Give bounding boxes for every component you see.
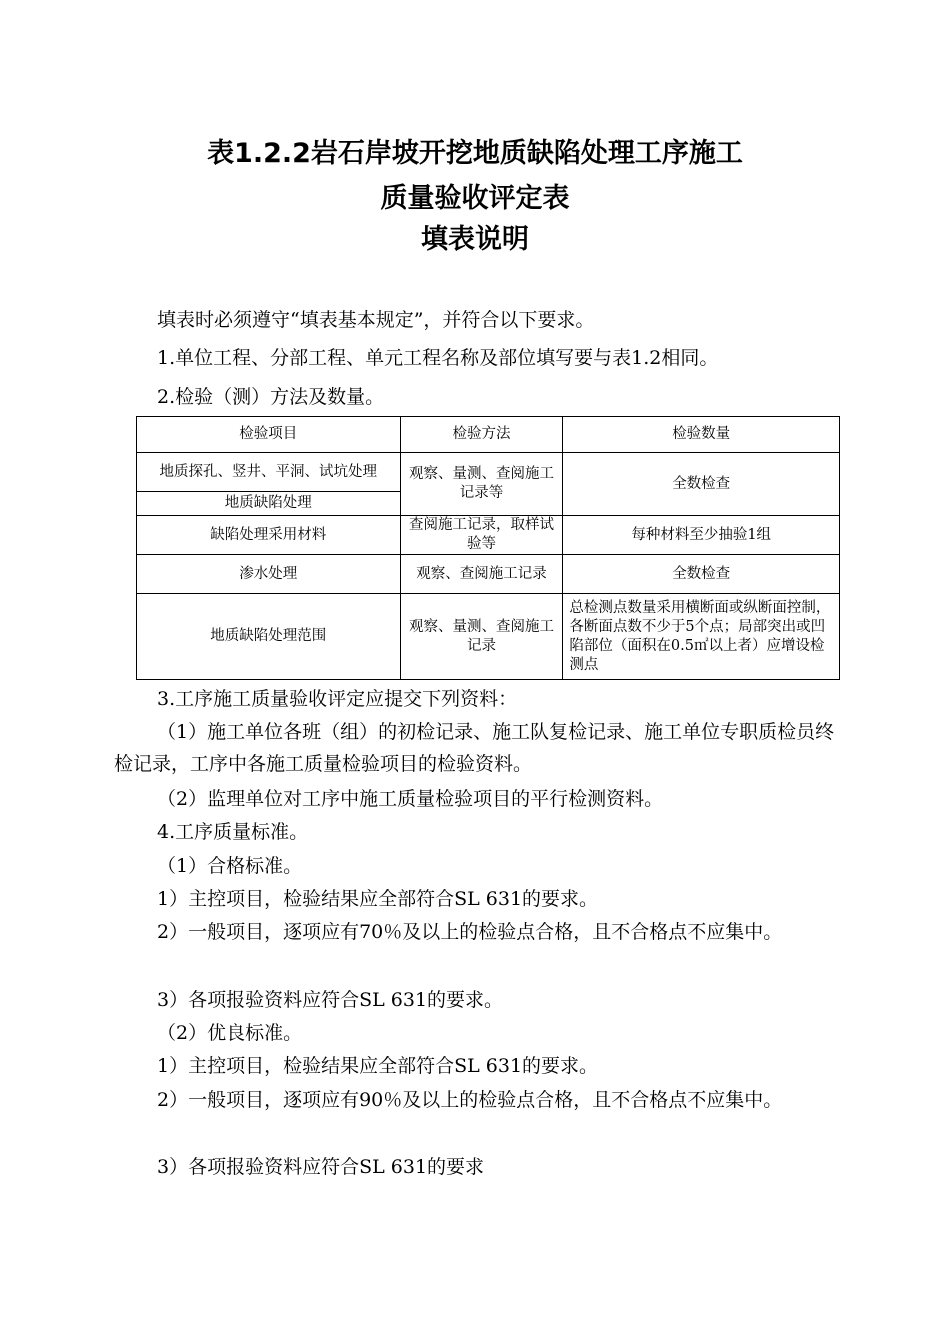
item-3-2: （2）监理单位对工序中施工质量检验项目的平行检测资料。 xyxy=(157,788,664,810)
standard-2-item-1: 1）主控项目，检验结果应全部符合SL 631的要求。 xyxy=(157,1055,599,1077)
table-row xyxy=(137,453,840,492)
cell-quantity: 全数检查 xyxy=(563,453,840,516)
document-title-line2: 质量验收评定表 xyxy=(380,183,570,214)
cell-item: 地质探孔、竖井、平洞、试坑处理 xyxy=(137,453,401,492)
table-row xyxy=(137,555,840,594)
cell-quantity: 全数检查 xyxy=(563,555,840,594)
cell-method: 观察、量测、查阅施工记录等 xyxy=(400,453,563,516)
document-title-line1: 表1.2.2岩石岸坡开挖地质缺陷处理工序施工 xyxy=(207,138,743,169)
document-subtitle: 填表说明 xyxy=(421,224,529,255)
cell-item: 地质缺陷处理范围 xyxy=(137,594,401,680)
header-quantity: 检验数量 xyxy=(563,417,840,453)
item-2: 2.检验（测）方法及数量。 xyxy=(157,386,385,408)
intro-paragraph: 填表时必须遵守“填表基本规定”，并符合以下要求。 xyxy=(157,309,595,331)
standard-2-heading: （2）优良标准。 xyxy=(157,1022,303,1044)
item-3: 3.工序施工质量验收评定应提交下列资料： xyxy=(157,688,518,710)
item-1: 1.单位工程、分部工程、单元工程名称及部位填写要与表1.2相同。 xyxy=(157,347,719,369)
standard-1-item-3: 3）各项报验资料应符合SL 631的要求。 xyxy=(157,989,504,1011)
cell-item: 缺陷处理采用材料 xyxy=(137,516,401,555)
standard-1-item-2: 2）一般项目，逐项应有70％及以上的检验点合格，且不合格点不应集中。 xyxy=(157,921,783,943)
cell-item: 地质缺陷处理 xyxy=(137,492,401,516)
standard-1-item-1: 1）主控项目，检验结果应全部符合SL 631的要求。 xyxy=(157,888,599,910)
item-4: 4.工序质量标准。 xyxy=(157,821,309,843)
table-row xyxy=(137,594,840,680)
standard-2-item-3: 3）各项报验资料应符合SL 631的要求 xyxy=(157,1156,485,1178)
cell-method: 观察、量测、查阅施工记录 xyxy=(400,594,563,680)
cell-method: 观察、查阅施工记录 xyxy=(400,555,563,594)
cell-quantity: 每种材料至少抽验1组 xyxy=(563,516,840,555)
item-3-1: （1）施工单位各班（组）的初检记录、施工队复检记录、施工单位专职质检员终检记录，工序中各施工质量检验项目的检验资料。 xyxy=(114,721,835,775)
cell-method: 查阅施工记录，取样试验等 xyxy=(400,516,563,555)
inspection-table xyxy=(136,416,840,680)
table-row xyxy=(137,516,840,555)
cell-item: 渗水处理 xyxy=(137,555,401,594)
header-item: 检验项目 xyxy=(137,417,401,453)
standard-1-heading: （1）合格标准。 xyxy=(157,855,303,877)
cell-quantity: 总检测点数量采用横断面或纵断面控制，各断面点数不少于5个点；局部突出或凹陷部位（面积在0.5㎡以上者）应增设检测点 xyxy=(563,594,840,680)
table-header-row xyxy=(137,417,840,453)
standard-2-item-2: 2）一般项目，逐项应有90％及以上的检验点合格，且不合格点不应集中。 xyxy=(157,1089,783,1111)
header-method: 检验方法 xyxy=(400,417,563,453)
